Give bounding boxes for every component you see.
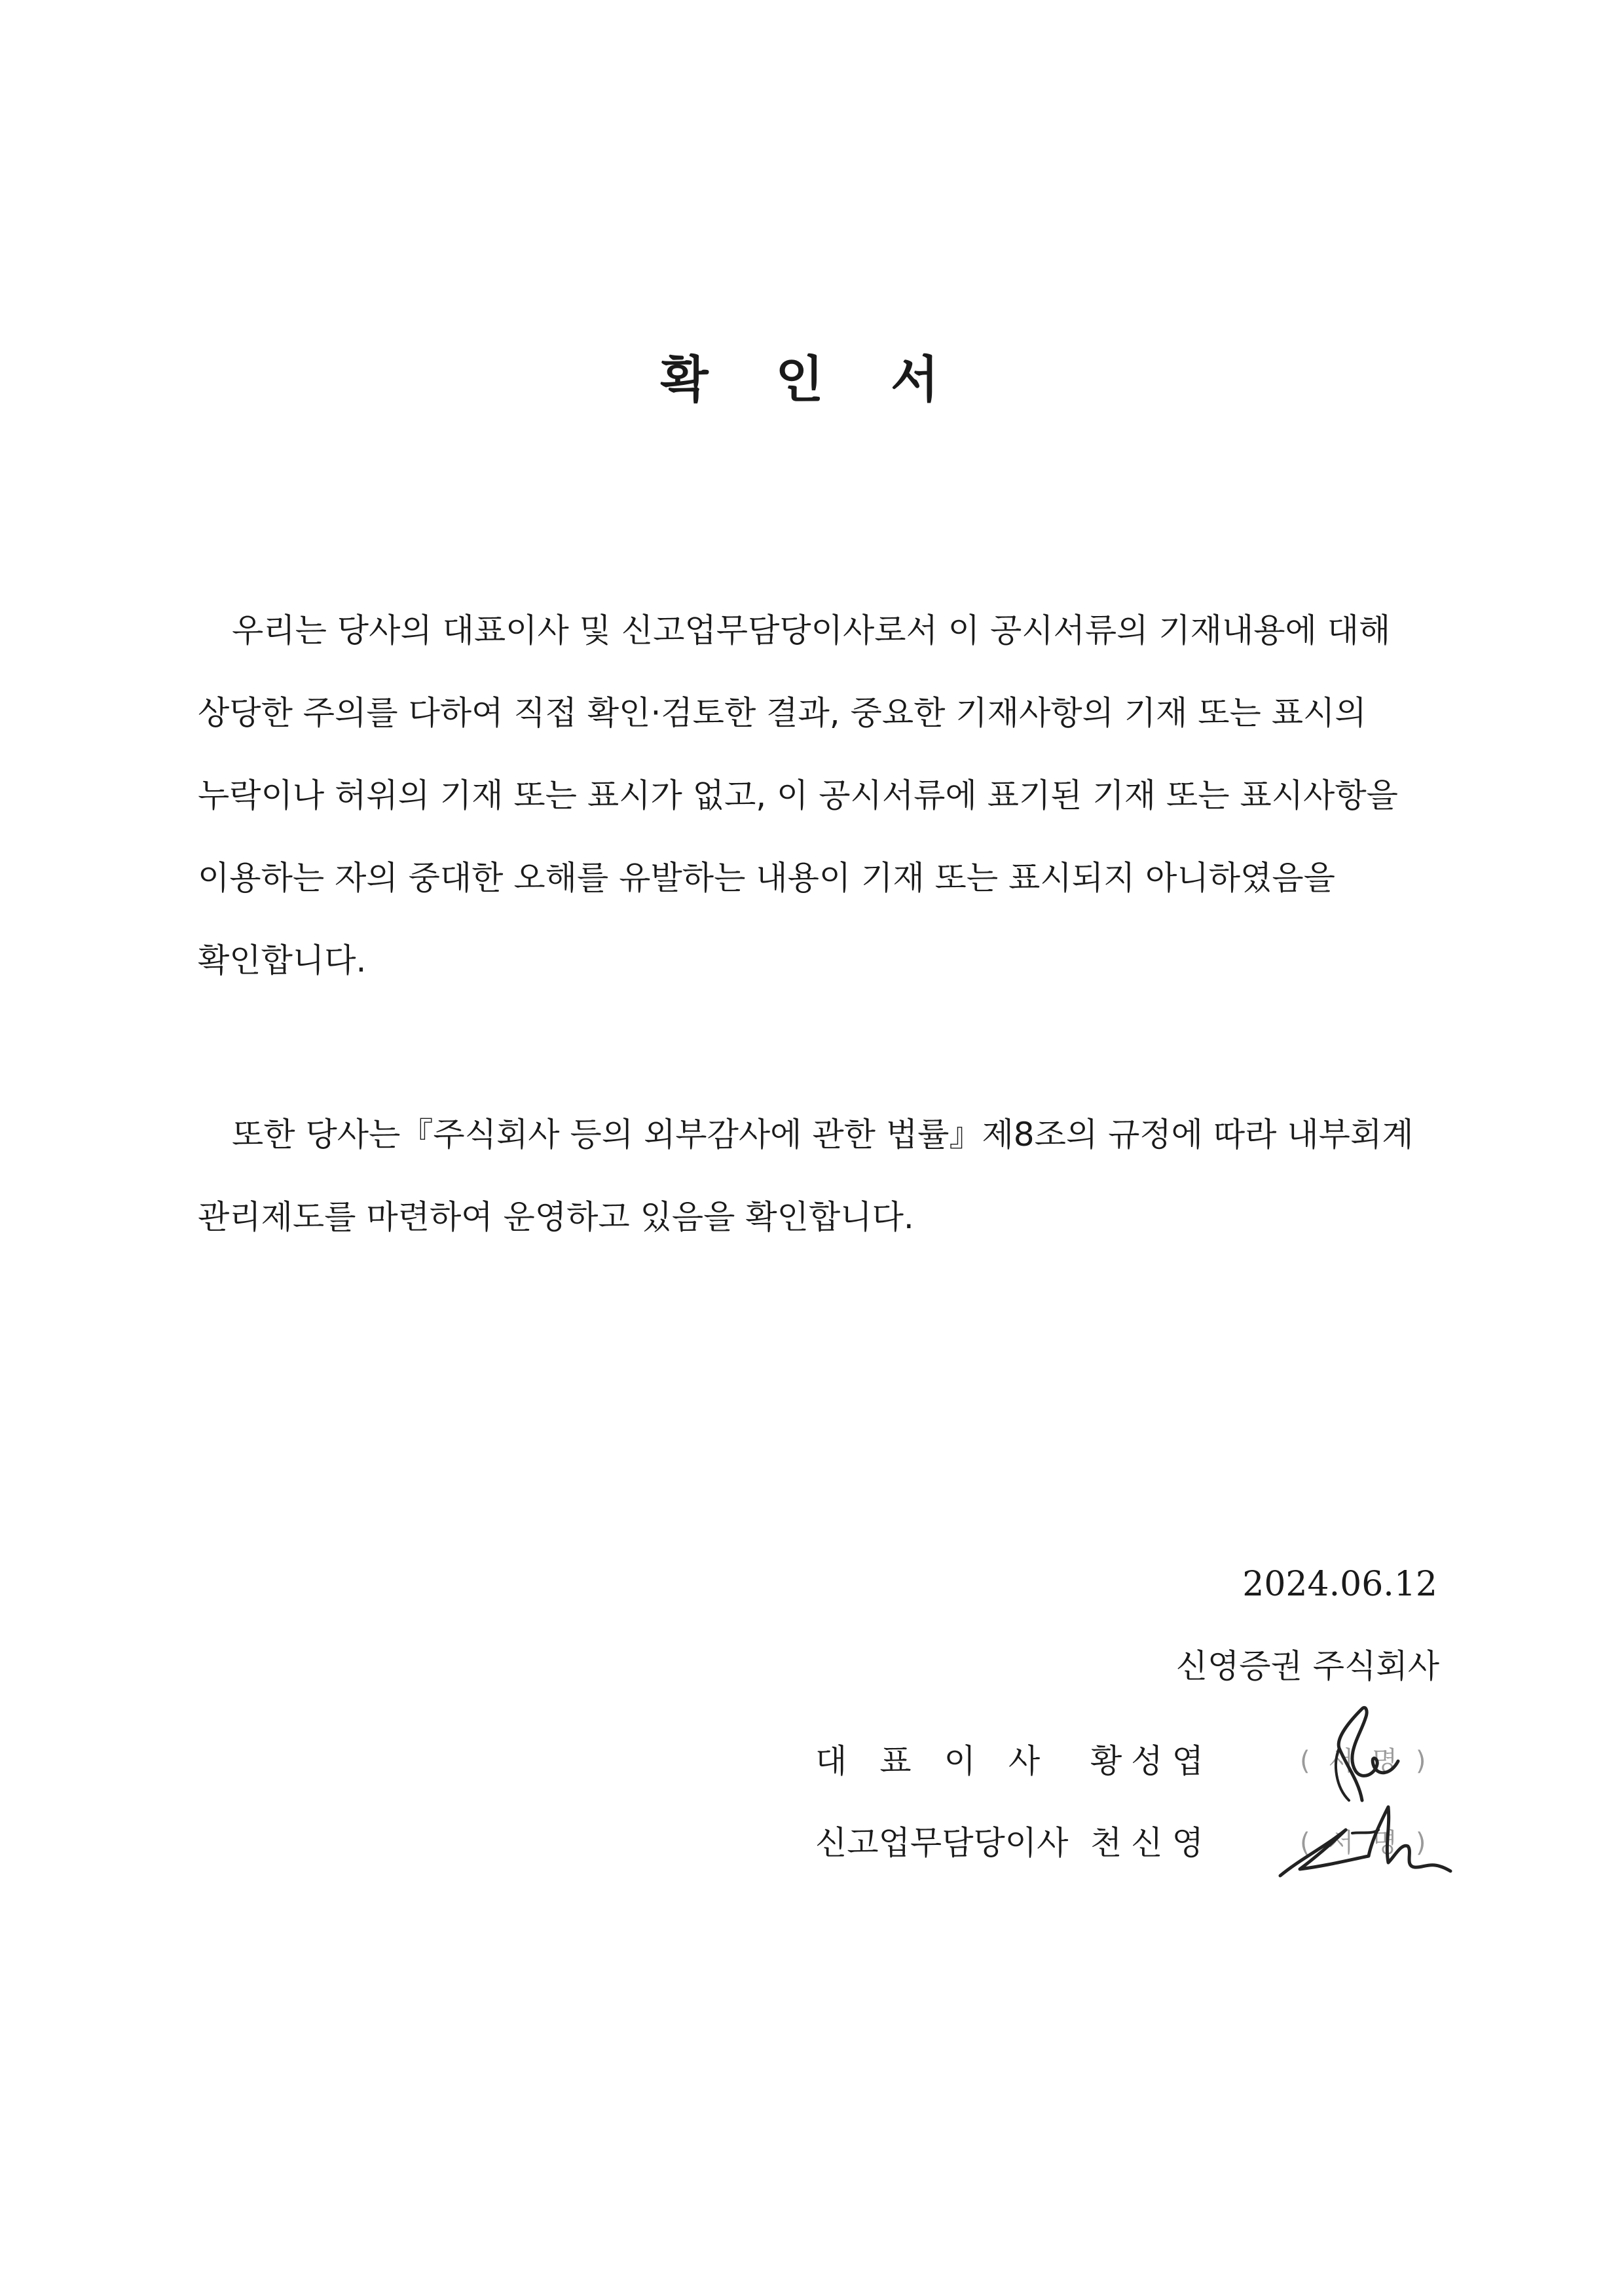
seal-placeholder: (서명) [1300, 1828, 1445, 1858]
paragraph-line: 누락이나 허위의 기재 또는 표시가 없고, 이 공시서류에 표기된 기재 또는 표시사항을 [198, 776, 1398, 814]
signer-role: 대표이사 [815, 1742, 1073, 1780]
paragraph-line: 우리는 당사의 대표이사 및 신고업무담당이사로서 이 공시서류의 기재내용에 대해 [232, 611, 1391, 649]
paragraph-line: 상당한 주의를 다하여 직접 확인·검토한 결과, 중요한 기재사항의 기재 또는 표시의 [198, 694, 1367, 732]
paragraph-line: 이용하는 자의 중대한 오해를 유발하는 내용이 기재 또는 표시되지 아니하였음을 [198, 859, 1335, 897]
seal-placeholder: (서명) [1300, 1746, 1445, 1776]
handwritten-signature-ceo [1300, 1702, 1457, 1807]
paragraph-line: 관리제도를 마련하여 운영하고 있음을 확인합니다. [198, 1198, 914, 1236]
signer-role: 신고업무담당이사 [815, 1824, 1069, 1862]
page-title: 확 인 서 [660, 350, 964, 409]
signer-name: 천신영 [1090, 1824, 1213, 1862]
handwritten-signature-director [1274, 1794, 1457, 1886]
internal-control-paragraph [198, 1093, 1442, 1258]
document-date: 2024.06.12 [1242, 1565, 1437, 1604]
company-name: 신영증권 주식회사 [1175, 1647, 1439, 1685]
confirmation-paragraph [198, 589, 1442, 1002]
signer-name: 황성엽 [1090, 1742, 1213, 1780]
paragraph-line: 확인합니다. [198, 941, 367, 979]
paragraph-line: 또한 당사는『주식회사 등의 외부감사에 관한 법률』제8조의 규정에 따라 내부회계 [232, 1116, 1414, 1154]
